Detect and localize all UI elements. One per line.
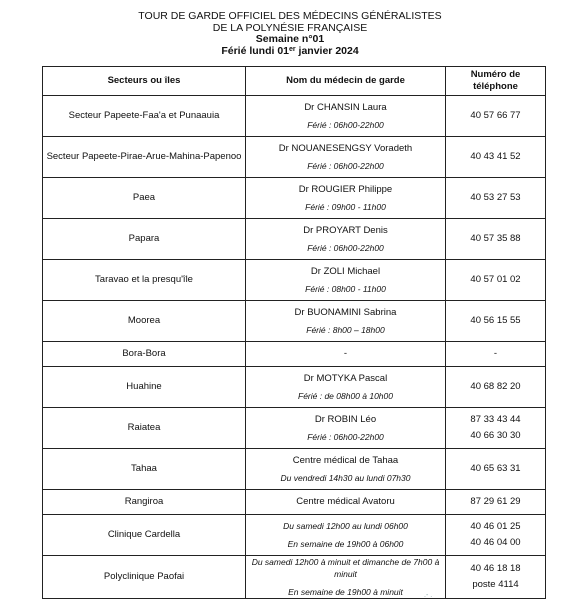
doctor-cell — [246, 96, 446, 137]
sector-cell: Papara — [43, 219, 246, 260]
sector-cell: Moorea — [43, 301, 246, 342]
duty-hours: Férié : 06h00-22h00 — [307, 119, 384, 130]
phone-cell — [446, 367, 546, 408]
header-title: TOUR DE GARDE OFFICIEL DES MÉDECINS GÉNÉRALISTES — [138, 10, 442, 22]
phone-number: - — [493, 348, 498, 359]
phone-number: 40 56 15 55 — [470, 315, 521, 326]
phone-cell — [446, 219, 546, 260]
doctor-name: Dr MOTYKA Pascal — [303, 372, 388, 384]
sector-cell: Bora-Bora — [43, 342, 246, 367]
phone-number: 40 57 01 02 — [470, 274, 521, 285]
doctor-name: Dr ROUGIER Philippe — [298, 183, 393, 195]
table-row — [43, 449, 546, 490]
duty-hours: En semaine de 19h00 à 06h00 — [287, 539, 404, 549]
column-header-doctor: Nom du médecin de garde — [246, 67, 446, 96]
table-row — [43, 96, 546, 137]
sector-cell: Secteur Papeete-Faa'a et Punaauia — [43, 96, 246, 137]
doctor-cell — [246, 490, 446, 515]
on-call-table — [42, 66, 546, 599]
sector-cell: Secteur Papeete-Pirae-Arue-Mahina-Papenoo — [43, 137, 246, 178]
phone-number: 40 66 30 30 — [470, 430, 521, 441]
phone-number: poste 4114 — [472, 579, 519, 590]
sector-cell: Raiatea — [43, 408, 246, 449]
header-date-sup: er — [289, 45, 296, 53]
duty-hours: Du samedi 12h00 à minuit et dimanche de 7h00 à minuit — [251, 557, 440, 579]
doctor-name: Dr PROYART Denis — [303, 224, 388, 236]
doctor-cell — [246, 178, 446, 219]
phone-cell — [446, 515, 546, 556]
doctor-name: - — [343, 348, 348, 359]
sector-cell: Huahine — [43, 367, 246, 408]
phone-number: 40 46 18 18 — [470, 563, 521, 574]
sector-cell: Taravao et la presqu'île — [43, 260, 246, 301]
document-header — [0, 11, 580, 57]
phone-cell — [446, 301, 546, 342]
doctor-name: Centre médical Avatoru — [296, 496, 395, 507]
header-region: DE LA POLYNÉSIE FRANÇAISE — [212, 21, 368, 34]
phone-cell — [446, 449, 546, 490]
table-row — [43, 490, 546, 515]
phone-cell — [446, 342, 546, 367]
doctor-cell — [246, 342, 446, 367]
phone-cell — [446, 260, 546, 301]
table-row — [43, 515, 546, 556]
table-header-row — [43, 67, 546, 96]
duty-hours: Férié : de 08h00 à 10h00 — [298, 390, 393, 401]
doctor-cell — [246, 301, 446, 342]
sector-cell: Clinique Cardella — [43, 515, 246, 556]
header-date-suffix: janvier 2024 — [295, 44, 359, 57]
table-row — [43, 137, 546, 178]
sector-cell: Polyclinique Paofai — [43, 556, 246, 599]
table-row — [43, 178, 546, 219]
table-row — [43, 301, 546, 342]
duty-hours: En semaine de 19h00 à minuit — [288, 587, 403, 597]
stray-mark: .- . — [424, 592, 433, 599]
phone-cell — [446, 490, 546, 515]
doctor-cell — [246, 137, 446, 178]
duty-hours: Férié : 08h00 - 11h00 — [305, 283, 386, 294]
phone-number: 40 53 27 53 — [470, 192, 521, 203]
phone-number: 40 68 82 20 — [470, 381, 521, 392]
doctor-name: Dr BUONAMINI Sabrina — [294, 306, 397, 318]
duty-hours: Férié : 06h00-22h00 — [307, 242, 384, 253]
table-row — [43, 219, 546, 260]
phone-number: 87 33 43 44 — [470, 414, 521, 425]
phone-cell — [446, 408, 546, 449]
header-week: Semaine n°01 — [255, 33, 325, 45]
header-date — [0, 46, 580, 58]
doctor-name: Dr NOUANESENGSY Voradeth — [278, 142, 413, 154]
doctor-cell — [246, 408, 446, 449]
phone-number: 40 65 63 31 — [470, 463, 521, 474]
duty-hours: Férié : 06h00-22h00 — [307, 160, 384, 171]
doctor-cell — [246, 449, 446, 490]
duty-hours: Férié : 09h00 - 11h00 — [305, 201, 386, 212]
sector-cell: Rangiroa — [43, 490, 246, 515]
sector-cell: Paea — [43, 178, 246, 219]
phone-number: 40 57 66 77 — [470, 110, 521, 121]
table-row — [43, 260, 546, 301]
phone-cell — [446, 178, 546, 219]
doctor-name: Centre médical de Tahaa — [292, 454, 399, 466]
doctor-cell — [246, 260, 446, 301]
column-header-sector: Secteurs ou îles — [43, 67, 246, 96]
phone-cell — [446, 137, 546, 178]
table-row — [43, 556, 546, 599]
phone-number: 40 46 01 25 — [470, 521, 521, 532]
phone-number: 40 57 35 88 — [470, 233, 521, 244]
phone-cell — [446, 556, 546, 599]
column-header-phone: Numéro de téléphone — [446, 67, 546, 96]
phone-cell — [446, 96, 546, 137]
doctor-cell — [246, 367, 446, 408]
header-date-prefix: Férié lundi 01 — [221, 44, 289, 57]
table-row — [43, 408, 546, 449]
doctor-name: Dr CHANSIN Laura — [304, 101, 387, 113]
duty-hours: Férié : 8h00 – 18h00 — [306, 324, 385, 335]
doctor-name: Dr ROBIN Léo — [314, 413, 377, 425]
doctor-cell — [246, 515, 446, 556]
duty-hours: Férié : 06h00-22h00 — [307, 431, 384, 442]
phone-number: 87 29 61 29 — [470, 496, 521, 507]
sector-cell: Tahaa — [43, 449, 246, 490]
phone-number: 40 43 41 52 — [470, 151, 521, 162]
duty-hours: Du samedi 12h00 au lundi 06h00 — [283, 521, 408, 531]
phone-number: 40 46 04 00 — [470, 537, 521, 548]
doctor-name: Dr ZOLI Michael — [310, 265, 381, 277]
doctor-cell — [246, 219, 446, 260]
table-row — [43, 367, 546, 408]
table-row — [43, 342, 546, 367]
duty-hours: Du vendredi 14h30 au lundi 07h30 — [280, 472, 411, 483]
doctor-cell — [246, 556, 446, 599]
